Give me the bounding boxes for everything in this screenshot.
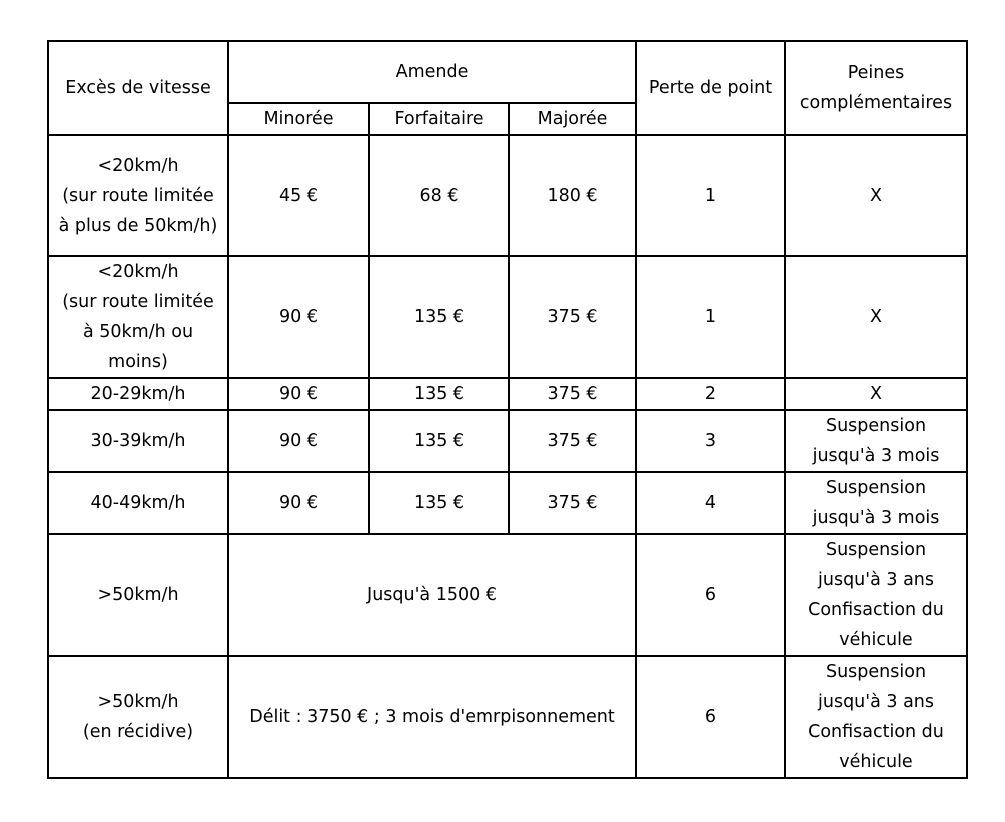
cell-points: 1: [636, 135, 785, 256]
cell-exces: >50km/h (en récidive): [48, 656, 228, 778]
cell-minoree: 45 €: [228, 135, 369, 256]
cell-peines: Suspension jusqu'à 3 ans Confisaction du véhicule: [785, 656, 967, 778]
header-perte-de-point: Perte de point: [636, 41, 785, 135]
cell-majoree: 180 €: [509, 135, 636, 256]
cell-points: 6: [636, 656, 785, 778]
header-row-top: [48, 41, 967, 103]
cell-exces: >50km/h: [48, 534, 228, 656]
cell-majoree: 375 €: [509, 256, 636, 378]
cell-exces: <20km/h (sur route limitée à 50km/h ou moins): [48, 256, 228, 378]
table-row: [48, 256, 967, 378]
cell-minoree: 90 €: [228, 472, 369, 534]
cell-forfaitaire: 135 €: [369, 256, 509, 378]
speeding-fines-table: [47, 40, 968, 779]
table-row: [48, 378, 967, 410]
cell-forfaitaire: 135 €: [369, 378, 509, 410]
cell-points: 3: [636, 410, 785, 472]
cell-exces: <20km/h (sur route limitée à plus de 50km/h): [48, 135, 228, 256]
cell-points: 4: [636, 472, 785, 534]
cell-majoree: 375 €: [509, 410, 636, 472]
header-minoree: Minorée: [228, 103, 369, 135]
cell-peines: Suspension jusqu'à 3 mois: [785, 410, 967, 472]
cell-points: 6: [636, 534, 785, 656]
table-row: [48, 472, 967, 534]
table-row: [48, 534, 967, 656]
cell-points: 1: [636, 256, 785, 378]
table-row: [48, 656, 967, 778]
header-forfaitaire: Forfaitaire: [369, 103, 509, 135]
cell-majoree: 375 €: [509, 378, 636, 410]
cell-amende-merged: Jusqu'à 1500 €: [228, 534, 636, 656]
cell-forfaitaire: 68 €: [369, 135, 509, 256]
cell-peines: Suspension jusqu'à 3 mois: [785, 472, 967, 534]
cell-minoree: 90 €: [228, 256, 369, 378]
header-amende: Amende: [228, 41, 636, 103]
table-row: [48, 410, 967, 472]
cell-exces: 20-29km/h: [48, 378, 228, 410]
table-row: [48, 135, 967, 256]
cell-peines: Suspension jusqu'à 3 ans Confisaction du véhicule: [785, 534, 967, 656]
header-majoree: Majorée: [509, 103, 636, 135]
header-peines-complementaires: Peines complémentaires: [785, 41, 967, 135]
cell-minoree: 90 €: [228, 378, 369, 410]
cell-majoree: 375 €: [509, 472, 636, 534]
cell-peines: X: [785, 378, 967, 410]
cell-forfaitaire: 135 €: [369, 472, 509, 534]
cell-minoree: 90 €: [228, 410, 369, 472]
cell-amende-merged: Délit : 3750 € ; 3 mois d'emrpisonnement: [228, 656, 636, 778]
header-exces-de-vitesse: Excès de vitesse: [48, 41, 228, 135]
cell-peines: X: [785, 135, 967, 256]
cell-points: 2: [636, 378, 785, 410]
cell-exces: 30-39km/h: [48, 410, 228, 472]
cell-peines: X: [785, 256, 967, 378]
cell-exces: 40-49km/h: [48, 472, 228, 534]
cell-forfaitaire: 135 €: [369, 410, 509, 472]
